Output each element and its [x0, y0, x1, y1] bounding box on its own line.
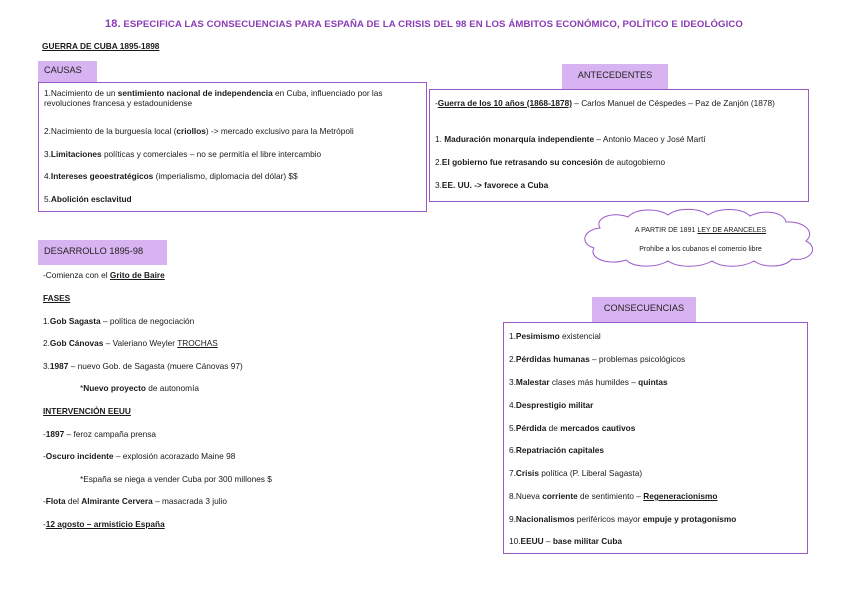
consecuencia-item: 6.Repatriación capitales [509, 445, 604, 455]
consecuencia-item: 2.Pérdidas humanas – problemas psicológicos [509, 354, 686, 364]
armisticio-item: -12 agosto – armisticio España [43, 519, 165, 529]
fase-item: 1.Gob Sagasta – política de negociación [43, 316, 195, 326]
causas-label: CAUSAS [38, 61, 97, 82]
causa-item: 3.Limitaciones políticas y comerciales – no se permitía el libre intercambio [44, 149, 322, 159]
subtitle: GUERRA DE CUBA 1895-1898 [42, 41, 160, 51]
causa-item: 4.Intereses geoestratégicos (imperialismo, diplomacia del dólar) $$ [44, 171, 298, 181]
intervencion-note: *España se niega a vender Cuba por 300 millones $ [80, 474, 272, 484]
consecuencia-item: 9.Nacionalismos periféricos mayor empuje y protagonismo [509, 514, 737, 524]
intervencion-heading: INTERVENCIÓN EEUU [43, 406, 131, 416]
consecuencia-item: 5.Pérdida de mercados cautivos [509, 423, 636, 433]
fases-heading: FASES [43, 293, 71, 303]
desarrollo-intro: -Comienza con el Grito de Baire [43, 270, 165, 280]
aranceles-callout [578, 208, 823, 268]
intervencion-item: -Oscuro incidente – explosión acorazado Maine 98 [43, 451, 236, 461]
consecuencias-label: CONSECUENCIAS [592, 297, 696, 322]
consecuencias-panel [503, 322, 808, 554]
causas-panel [38, 82, 427, 212]
causa-item: 2.Nacimiento de la burguesía local (criollos) -> mercado exclusivo para la Metrópoli [44, 126, 354, 136]
fase-item: 2.Gob Cánovas – Valeriano Weyler TROCHAS [43, 338, 218, 348]
antecedentes-panel [429, 89, 809, 202]
consecuencia-item: 3.Malestar clases más humildes – quintas [509, 377, 668, 387]
desarrollo-label: DESARROLLO 1895-98 [38, 240, 167, 265]
antecedentes-label: ANTECEDENTES [562, 64, 668, 89]
cloud-shape [578, 208, 823, 268]
intervencion-item: -1897 – feroz campaña prensa [43, 429, 157, 439]
consecuencia-item: 10.EEUU – base militar Cuba [509, 536, 623, 546]
page-title [0, 18, 848, 32]
causa-item: 5.Abolición esclavitud [44, 194, 132, 204]
fase-note: *Nuevo proyecto de autonomía [80, 383, 199, 393]
consecuencia-item: 7.Crisis política (P. Liberal Sagasta) [509, 468, 643, 478]
consecuencia-item: 8.Nueva corriente de sentimiento – Regeneracionismo [509, 491, 718, 501]
title-number: 18. [105, 18, 121, 30]
consecuencia-item: 4.Desprestigio militar [509, 400, 594, 410]
antecedente-item: 3.EE. UU. -> favorece a Cuba [435, 180, 549, 190]
consecuencia-item: 1.Pesimismo existencial [509, 331, 601, 341]
cloud-line-2: Prohíbe a los cubanos el comercio libre [639, 246, 762, 253]
causa-item: 1.Nacimiento de un sentimiento nacional de independencia en Cuba, influenciado por las revoluciones francesa y estadounidense [44, 88, 383, 109]
flota-item: -Flota del Almirante Cervera – masacrada 3 julio [43, 496, 228, 506]
antecedente-item: 1. Maduración monarquía independiente – Antonio Maceo y José Martí [435, 134, 706, 144]
fase-item: 3.1987 – nuevo Gob. de Sagasta (muere Cánovas 97) [43, 361, 243, 371]
antecedente-item: 2.El gobierno fue retrasando su concesión de autogobierno [435, 157, 666, 167]
title-text: ESPECIFICA LAS CONSECUENCIAS PARA ESPAÑA DE LA CRISIS DEL 98 EN LOS ÁMBITOS ECONÓMICO, POLÍTICO E IDEOLÓGICO [123, 19, 743, 30]
cloud-line-1: A PARTIR DE 1891 LEY DE ARANCELES [634, 227, 767, 234]
antecedente-item: -Guerra de los 10 años (1868-1878) – Carlos Manuel de Céspedes – Paz de Zanjón (1878) [435, 98, 775, 108]
